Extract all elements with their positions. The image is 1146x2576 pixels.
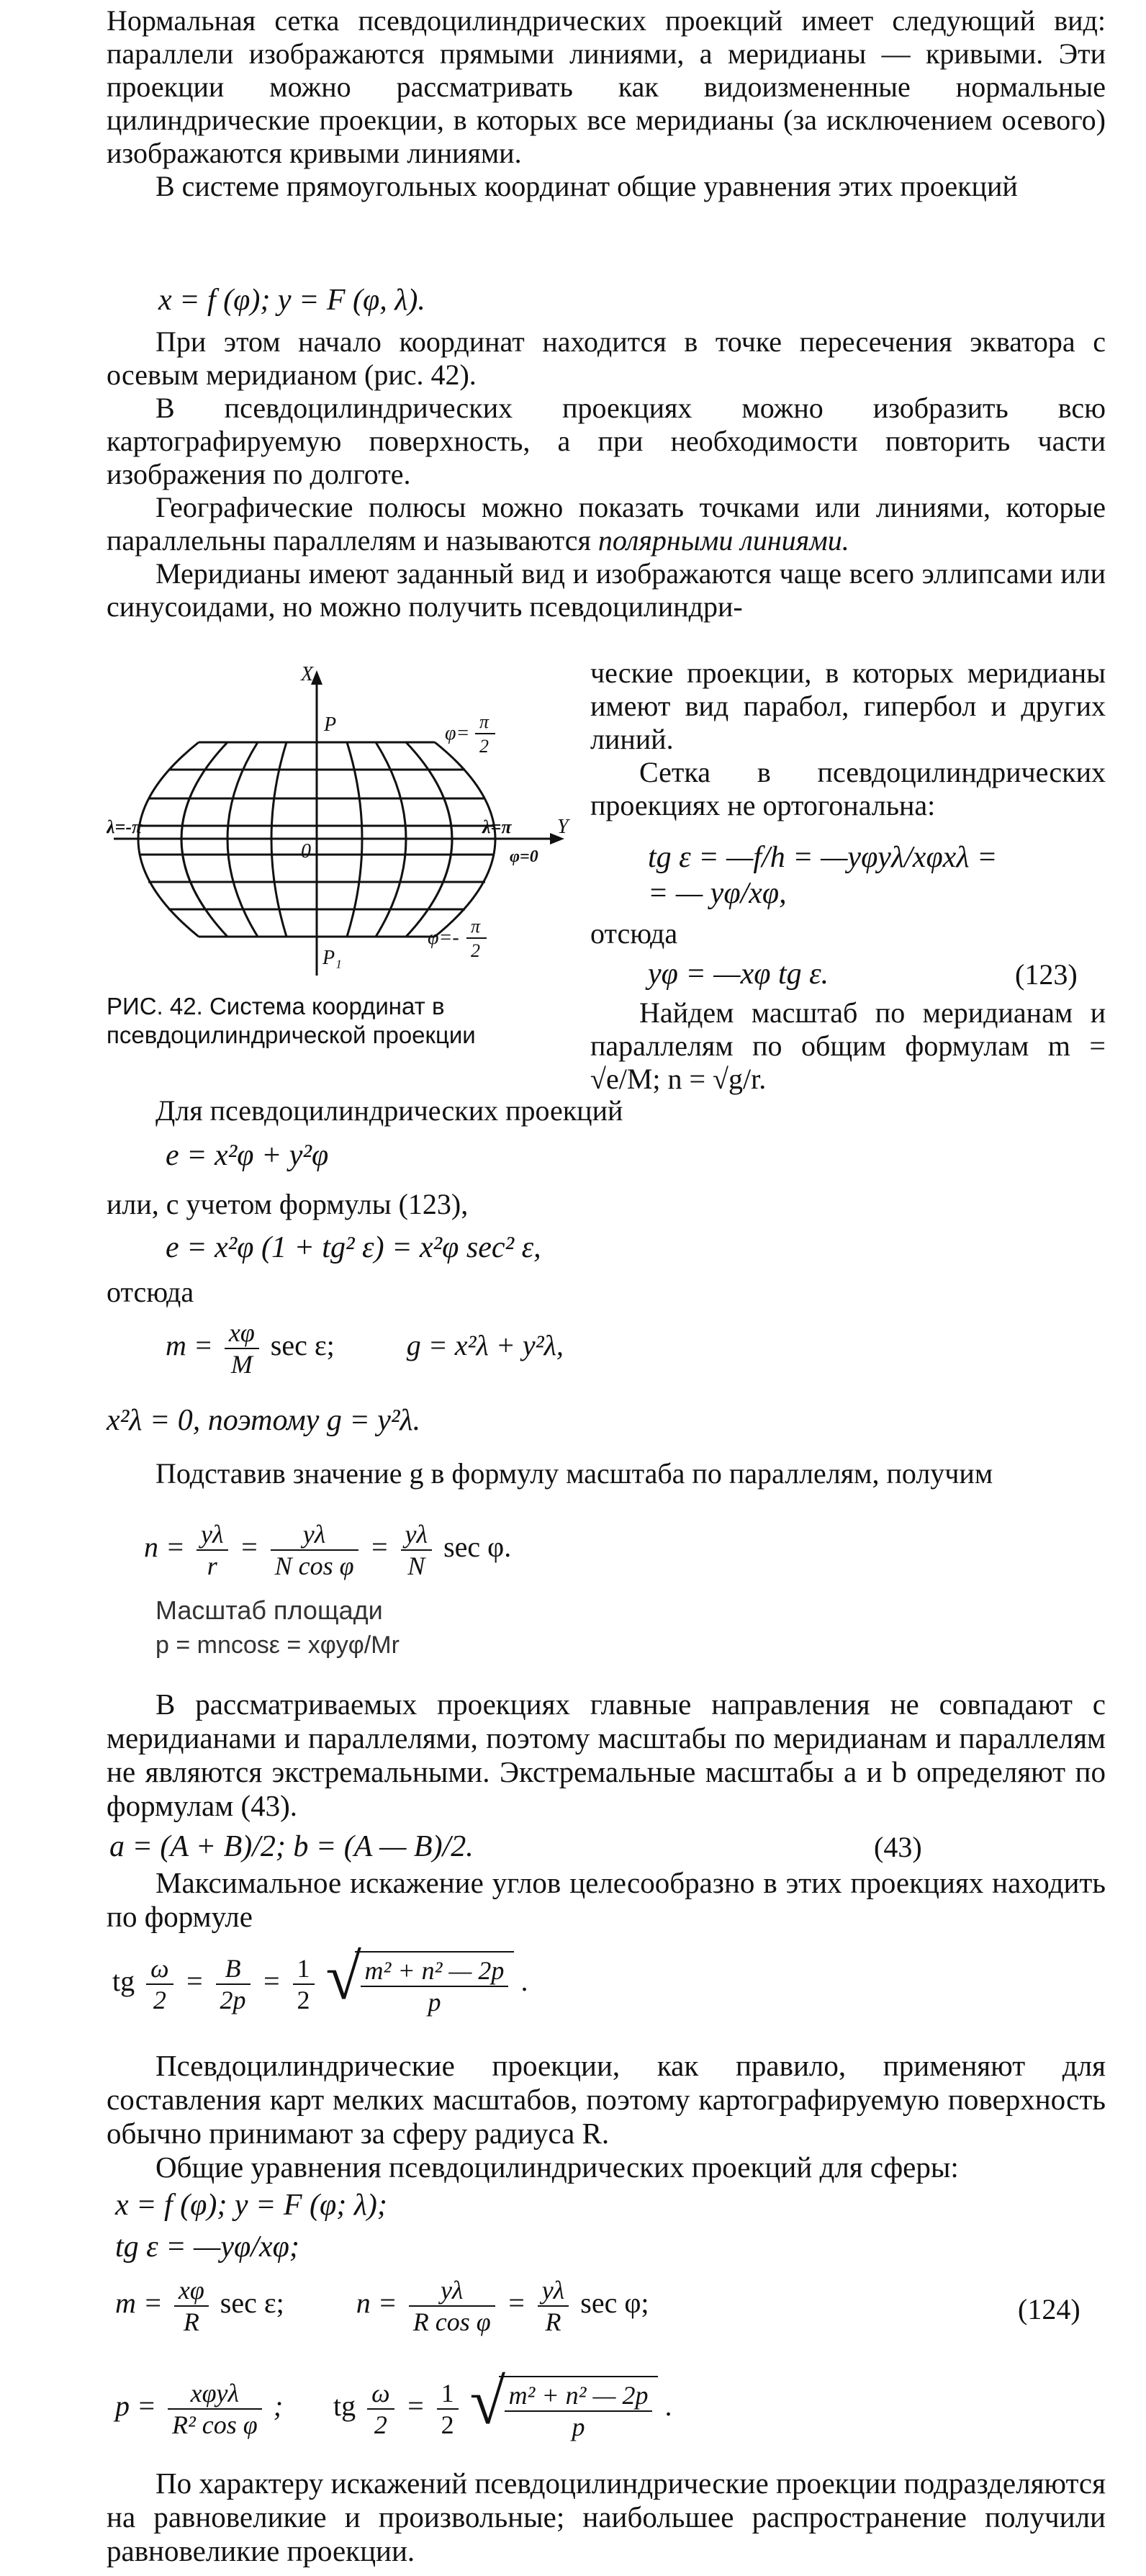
label-p: P: [324, 713, 337, 736]
equation-e1: e = x²φ + y²φ: [166, 1139, 329, 1172]
label-phi-bottom-den: 2: [471, 940, 480, 961]
equation-m-g: m = $\frac{x\varphi}{M}$ sec ε; g = x²λ + y²λ,: [166, 1318, 564, 1379]
paragraph-scale: Найдем масштаб по меридианам и параллелям по общим формулам m = √e/M; n = √g/r.: [590, 996, 1106, 1095]
equation-n: n = $\frac{y\lambda}{r}$ = $\frac{y\lambda}{\text{N cos φ}}$ = $\frac{y\lambda}{N}$ sec φ.: [144, 1520, 512, 1580]
equation-sphere-p-tg: p = $\frac{\text{xφyλ}}{\text{R² cos φ}}$ ; tg $\frac{\omega}{2}$ = $\frac{1}{2}$ √ $\frac{\text{m² + n² — 2p}}{p}$ .: [115, 2366, 673, 2441]
label-p1: P₁: [322, 947, 342, 969]
equation-43: a = (A + B)/2; b = (A — B)/2.: [109, 1830, 474, 1863]
label-x: X: [301, 666, 314, 685]
paragraph-poles: Географические полюсы можно показать точками или линиями, которые параллельны параллелям и называются полярными линиями.: [107, 491, 1106, 557]
paragraph-sphere-equations: Общие уравнения псевдоцилиндрических проекций для сферы:: [155, 2151, 959, 2184]
paragraph-principal-directions: В рассматриваемых проекциях главные направления не совпадают с меридианами и параллелями, поэтому масштабы по меридианам и параллелям не являются экстремальными. Экстремальные масштабы a и b определяют по формулам (43).: [107, 1688, 1106, 1822]
paragraph-meridians-cont: ческие проекции, в которых меридианы имеют вид парабол, гипербол и других линий.: [590, 657, 1106, 755]
label-lambda-right: λ=π: [482, 816, 512, 837]
paragraph-classification: По характеру искажений псевдоцилиндрические проекции подразделяются на равновеликие и произвольные; наибольшее распространение получили равновеликие проекции.: [107, 2467, 1106, 2567]
equation-general: x = f (φ); y = F (φ, λ).: [158, 284, 425, 317]
equation-number-123: (123): [1015, 958, 1078, 991]
equation-area-scale: p = mncosε = xφyφ/Mr: [155, 1631, 400, 1659]
equation-sphere-m-n: m = $\frac{x\varphi}{R}$ sec ε; n = $\frac{y\lambda}{\text{R cos φ}}$ = $\frac{y\lambda}{R}$ sec φ;: [115, 2276, 649, 2336]
equation-number-43: (43): [874, 1831, 922, 1863]
paragraph-substitute: Подставив значение g в формулу масштаба по параллелям, получим: [155, 1457, 993, 1490]
text-otsyuda-1: отсюда: [590, 917, 678, 950]
polar-lines-term: полярными линиями.: [597, 524, 849, 557]
label-y: Y: [557, 816, 569, 838]
paragraph-max-distortion: Максимальное искажение углов целесообразно в этих проекциях находить по формуле: [107, 1866, 1106, 1933]
paragraph-meridians: Меридианы имеют заданный вид и изображаются чаще всего эллипсами или синусоидами, но можно получить псевдоцилиндри-: [107, 557, 1106, 623]
paragraph-intro: Нормальная сетка псевдоцилиндрических проекций имеет следующий вид: параллели изображаются прямыми линиями, а меридианы — кривыми. Эти проекции можно рассматривать как видоизмененные нормальные цилиндрические проекции, в которых все меридианы (за исключением осевого) изображаются кривыми линиями.: [107, 4, 1106, 169]
equation-x-lambda: x²λ = 0, поэтому g = y²λ.: [107, 1404, 421, 1437]
paragraph-coords: В системе прямоугольных координат общие уравнения этих проекций: [155, 170, 1018, 202]
label-lambda-left: λ=-π: [107, 816, 143, 837]
equation-number-124: (124): [1018, 2293, 1080, 2325]
equation-sphere-2: tg ε = —yφ/xφ;: [115, 2230, 299, 2264]
paragraph-full-surface: В псевдоцилиндрических проекциях можно изобразить всю картографируемую поверхность, а при необходимости повторить части изображения по долготе.: [107, 392, 1106, 490]
label-phi-top-den: 2: [479, 736, 489, 757]
label-origin: 0: [301, 840, 311, 863]
equation-123: yφ = —xφ tg ε.: [648, 958, 829, 991]
figure-caption: РИС. 42. Система координат в псевдоцилиндрической проекции: [107, 993, 476, 1048]
paragraph-non-orthogonal: Сетка в псевдоцилиндрических проекциях не ортогональна:: [590, 756, 1106, 821]
equation-tg-epsilon-1: tg ε = —f/h = —yφyλ/xφxλ =: [648, 841, 998, 874]
paragraph-small-scale: Псевдоцилиндрические проекции, как правило, применяют для составления карт мелких масштабов, поэтому картографируемую поверхность обычно принимают за сферу радиуса R.: [107, 2049, 1106, 2150]
label-phi-top-num: π: [479, 711, 489, 732]
figure-42-graticule: [107, 666, 582, 983]
text-otsyuda-2: отсюда: [107, 1276, 194, 1308]
paragraph-with-123: или, с учетом формулы (123),: [107, 1188, 469, 1220]
equation-sphere-1: x = f (φ); y = F (φ; λ);: [115, 2189, 387, 2222]
equation-e2: e = x²φ (1 + tg² ε) = x²φ sec² ε,: [166, 1231, 541, 1264]
label-phi-bottom-num: π: [471, 916, 481, 937]
label-phi-top: φ=: [445, 722, 470, 744]
equation-tg-epsilon-2: = — yφ/xφ,: [648, 877, 787, 910]
label-phi0: φ=0: [510, 847, 538, 866]
paragraph-for-pseudo: Для псевдоцилиндрических проекций: [155, 1094, 623, 1127]
label-phi-bottom: φ=-: [428, 927, 459, 949]
paragraph-area-scale: Масштаб площади: [155, 1595, 383, 1625]
paragraph-origin: При этом начало координат находится в точке пересечения экватора с осевым меридианом (рис. 42).: [107, 325, 1106, 391]
equation-tg-omega: tg $\frac{\omega}{2}$ = $\frac{B}{2p}$ = $\frac{1}{2}$ √ $\frac{\text{m² + n² — 2p}}{p}$ .: [112, 1942, 529, 2017]
